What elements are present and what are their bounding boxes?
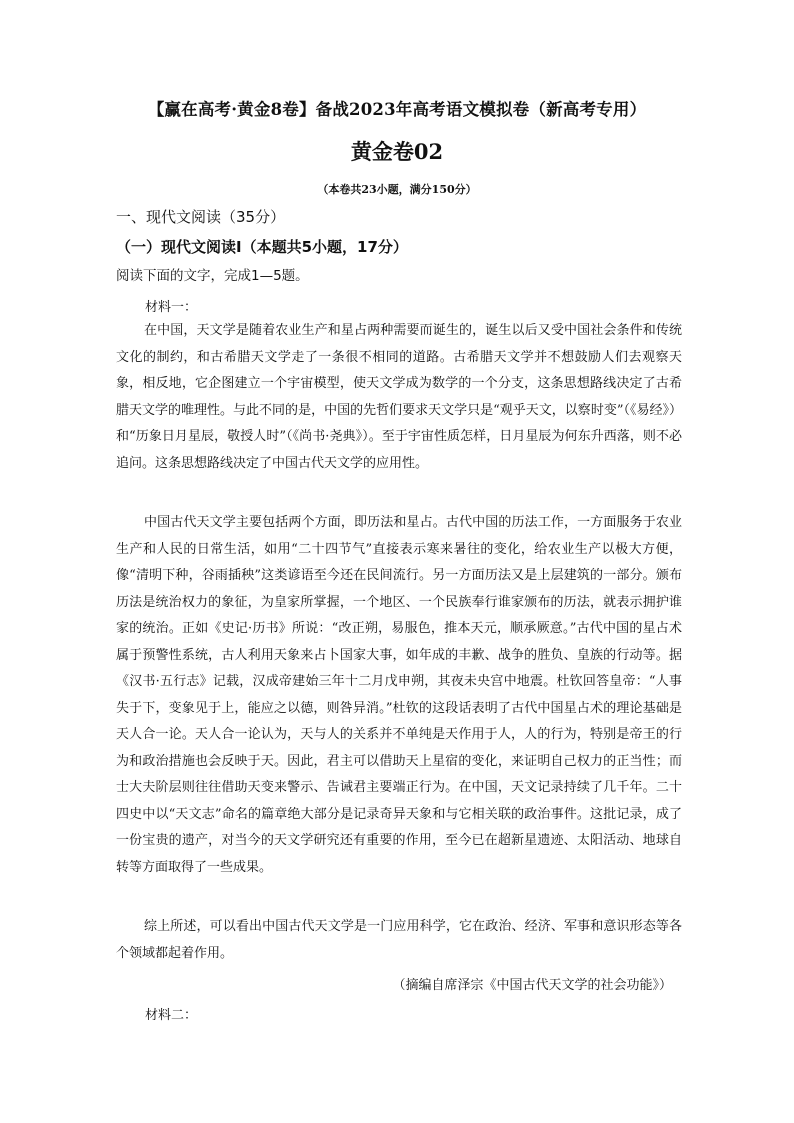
material-1-paragraph-3: 综上所述，可以看出中国古代天文学是一门应用科学，它在政治、经济、军事和意识形态等各个领域都起着作用。 — [116, 919, 682, 961]
material-1-source: （摘编自席泽宗《中国古代天文学的社会功能》） — [392, 978, 672, 993]
sub-section-heading: （一）现代文阅读Ⅰ（本题共5小题，17分） — [116, 238, 408, 256]
material-1-label: 材料一： — [145, 300, 198, 315]
material-1-paragraph-1: 在中国，天文学是随着农业生产和星占两种需要而诞生的，诞生以后又受中国社会条件和传统文化的制约，和古希腊天文学走了一条很不相同的道路。古希腊天文学并不想鼓励人们去观察天象，相反地，它企图建立一个宇宙模型，使天文学成为数学的一个分支，这条思想路线决定了古希腊天文学的唯理性。与此不同的是，中国的先哲们要求天文学只是“观乎天文，以察时变”（《易经》）和“历象日月星辰，敬授人时”（《尚书·尧典》）。至于宇宙性质怎样，日月星辰为何东升西落，则不必追问。这条思想路线决定了中国古代天文学的应用性。 — [116, 323, 682, 471]
exam-series-title: 【赢在高考·黄金8卷】备战2023年高考语文模拟卷（新高考专用） — [147, 100, 647, 119]
material-2-label: 材料二： — [145, 1008, 198, 1023]
reading-instruction: 阅读下面的文字，完成1—5题。 — [116, 268, 309, 284]
score-note: （本卷共23小题，满分150分） — [317, 183, 477, 196]
section-heading: 一、现代文阅读（35分） — [116, 208, 286, 226]
material-1-paragraph-2: 中国古代天文学主要包括两个方面，即历法和星占。古代中国的历法工作，一方面服务于农业生产和人民的日常生活，如用“二十四节气”直接表示寒来暑往的变化，给农业生产以极大方便，像“清明下种，谷雨插秧”这类谚语至今还在民间流行。另一方面历法又是上层建筑的一部分。颁布历法是统治权力的象征，为皇家所掌握，一个地区、一个民族奉行谁家颁布的历法，就表示拥护谁家的统治。正如《史记·历书》所说：“改正朔，易服色，推本天元，顺承厥意。”古代中国的星占术属于预警性系统，古人利用天象来占卜国家大事，如年成的丰歉、战争的胜负、皇族的行动等。据《汉书·五行志》记载，汉成帝建始三年十二月戊申朔，其夜未央宫中地震。杜钦回答皇帝：“人事失于下，变象见于上，能应之以德，则咎异消。”杜钦的这段话表明了古代中国星占术的理论基础是天人合一论。天人合一论认为，天与人的关系并不单纯是天作用于人，人的行为，特别是帝王的行为和政治措施也会反映于天。因此，君主可以借助天上星宿的变化，来证明自己权力的正当性；而士大夫阶层则往往借助天变来警示、告诫君主要端正行为。在中国，天文记录持续了几千年。二十四史中以“天文志”命名的篇章绝大部分是记录奇异天象和与它相关联的政治事件。这批记录，成了一份宝贵的遗产，对当今的天文学研究还有重要的作用，至今已在超新星遗迹、太阳活动、地球自转等方面取得了一些成果。 — [116, 515, 682, 875]
paper-title: 黄金卷02 — [350, 139, 444, 164]
